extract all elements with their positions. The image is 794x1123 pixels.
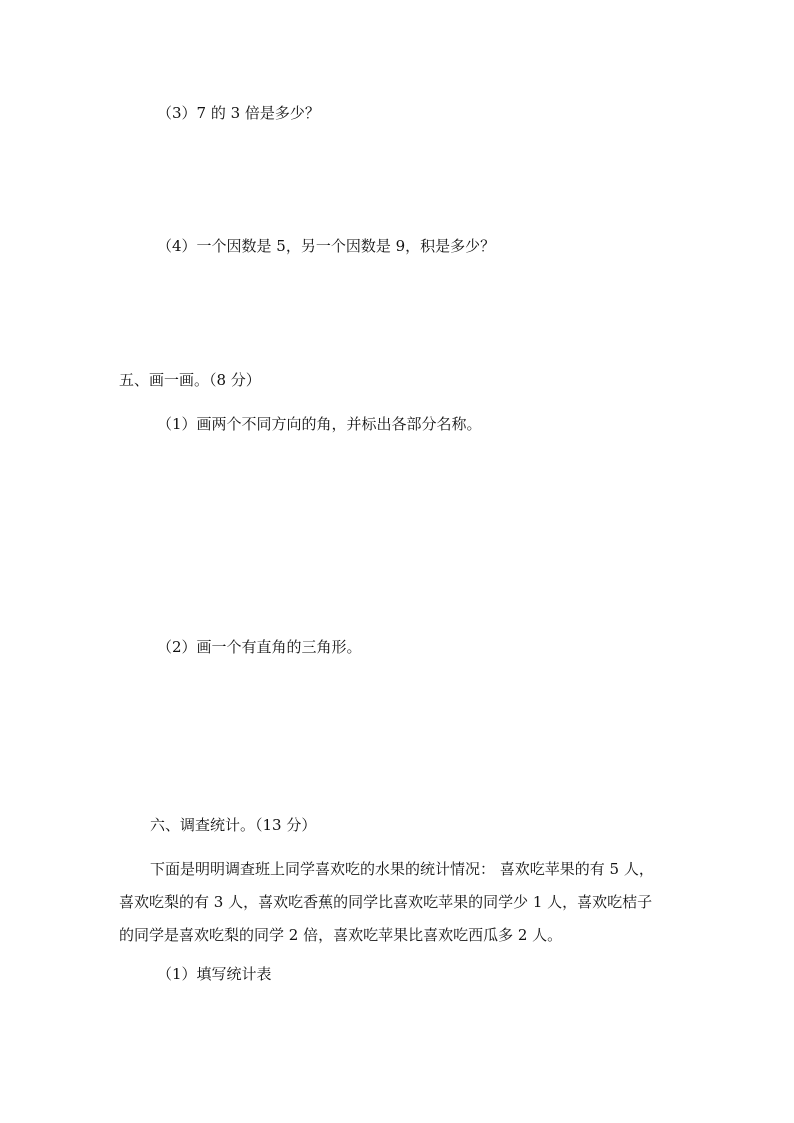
section-5-title: 五、画一画。（8 分） (119, 371, 261, 389)
draw-task-2: （2）画一个有直角的三角形。 (157, 638, 362, 656)
survey-paragraph-line-3: 的同学是喜欢吃梨的同学 2 倍，喜欢吃苹果比喜欢吃西瓜多 2 人。 (119, 926, 563, 944)
section-6-title: 六、调查统计。（13 分） (150, 816, 317, 834)
survey-task-1: （1）填写统计表 (157, 965, 272, 983)
question-3: （3）7 的 3 倍是多少？ (157, 104, 320, 122)
question-4: （4）一个因数是 5，另一个因数是 9，积是多少？ (157, 237, 496, 255)
draw-task-1: （1）画两个不同方向的角，并标出各部分名称。 (157, 415, 482, 433)
survey-paragraph-line-1: 下面是明明调查班上同学喜欢吃的水果的统计情况： 喜欢吃苹果的有 5 人， (150, 860, 654, 878)
survey-paragraph (119, 859, 681, 958)
survey-paragraph-line-2: 喜欢吃梨的有 3 人，喜欢吃香蕉的同学比喜欢吃苹果的同学少 1 人，喜欢吃桔子 (119, 893, 653, 911)
